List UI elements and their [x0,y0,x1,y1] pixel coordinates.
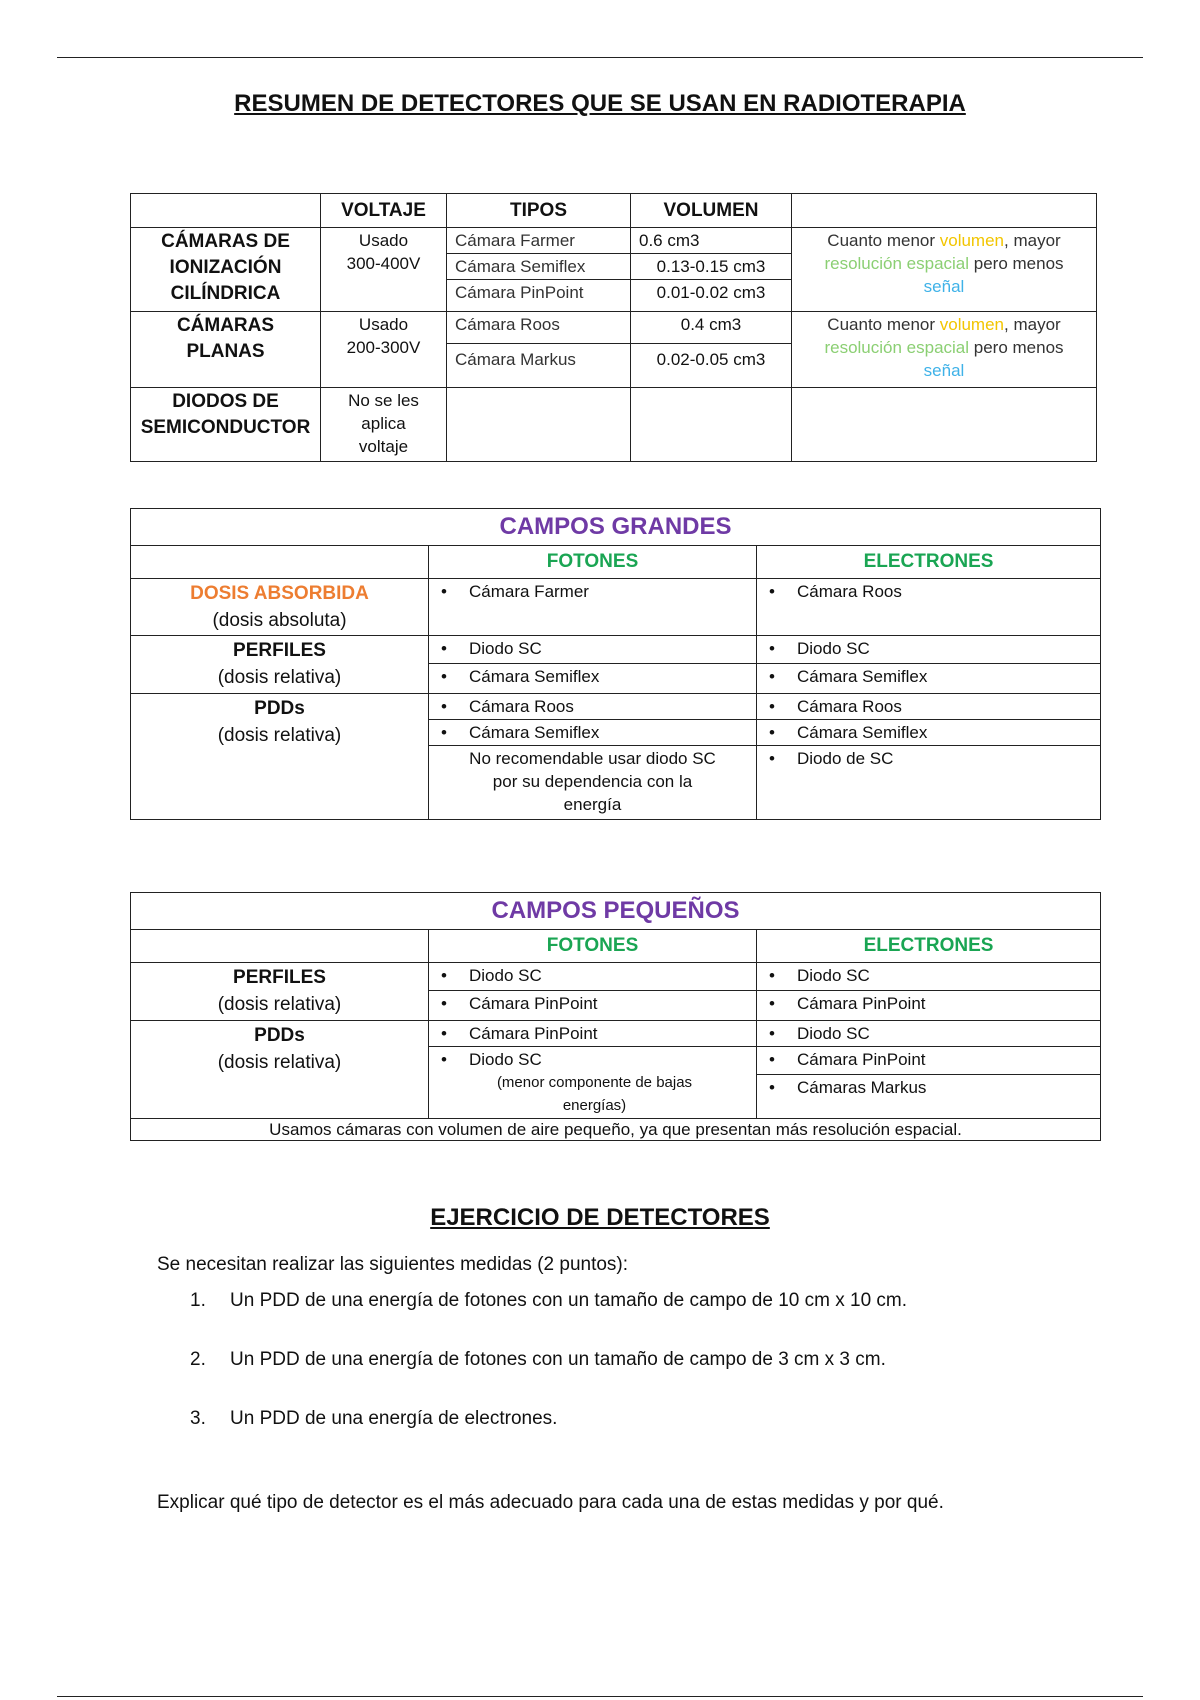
volume-roos: 0.4 cm3 [631,312,792,344]
campos-grandes-title: CAMPOS GRANDES [131,509,1101,546]
list-item: • Cámara PinPoint [757,991,1101,1021]
volume-markus: 0.02-0.05 cm3 [631,344,792,388]
empty-header-cell [792,194,1097,228]
list-item: • Cámaras Markus [757,1074,1101,1118]
pdd-fotones-note: No recomendable usar diodo SC por su dependencia con la energía [429,746,757,820]
bottom-rule [57,1696,1143,1697]
list-item: • Cámara PinPoint [757,1047,1101,1075]
type-roos: Cámara Roos [447,312,631,344]
voltage-planas: Usado 200-300V [321,312,447,388]
row-label-camaras-cilindricas: CÁMARAS DE IONIZACIÓN CILÍNDRICA [131,228,321,312]
campos-pequenos-title: CAMPOS PEQUEÑOS [131,893,1101,930]
note-planas: Cuanto menor volumen, mayor resolución espacial pero menos señal [792,312,1097,388]
empty-header-cell [131,546,429,579]
type-markus: Cámara Markus [447,344,631,388]
campos-pequenos-footer: Usamos cámaras con volumen de aire pequeño, ya que presentan más resolución espacial. [131,1119,1101,1141]
volume-pinpoint: 0.01-0.02 cm3 [631,280,792,312]
voltage-cilindrica: Usado 300-400V [321,228,447,312]
list-item: • Cámara Roos [429,694,757,720]
list-item: • Cámara Semiflex [757,720,1101,746]
top-rule [57,57,1143,58]
list-item: 3. Un PDD de una energía de electrones. [190,1408,558,1429]
list-item: • Diodo SC [429,963,757,991]
pdd-fotones-note: (menor componente de bajas energías) [496,1074,693,1114]
detectors-summary-table [130,193,1097,462]
header-tipos: TIPOS [447,194,631,228]
list-item: 2. Un PDD de una energía de fotones con un tamaño de campo de 3 cm x 3 cm. [190,1349,886,1370]
list-item: • Cámara Roos [757,694,1101,720]
row-label-pdds: PDDs (dosis relativa) [131,1021,429,1119]
fotones-header: FOTONES [429,930,757,963]
row-label-perfiles: PERFILES (dosis relativa) [131,963,429,1021]
empty-header-cell [131,194,321,228]
exercise-outro: Explicar qué tipo de detector es el más adecuado para cada una de estas medidas y por qué. [157,1492,944,1513]
header-voltaje: VOLTAJE [321,194,447,228]
volume-semiflex: 0.13-0.15 cm3 [631,254,792,280]
page-title: RESUMEN DE DETECTORES QUE SE USAN EN RADIOTERAPIA [234,90,966,117]
list-item: • Cámara PinPoint [429,1021,757,1047]
list-item: • Cámara Roos [757,579,1101,636]
list-item: • Cámara Semiflex [757,664,1101,694]
type-pinpoint: Cámara PinPoint [447,280,631,312]
list-item: • Diodo SC (menor componente de bajas energías) [429,1047,757,1119]
table-header-row [131,194,1097,228]
row-label-pdds: PDDs (dosis relativa) [131,694,429,820]
list-item: • Diodo SC [757,1021,1101,1047]
empty-cell [631,388,792,462]
voltage-diodos: No se les aplica voltaje [321,388,447,462]
exercise-title: EJERCICIO DE DETECTORES [430,1204,770,1231]
list-item: • Diodo de SC [757,746,1101,820]
list-item: • Cámara Farmer [429,579,757,636]
type-farmer: Cámara Farmer [447,228,631,254]
list-item: • Cámara Semiflex [429,664,757,694]
campos-grandes-table [130,508,1101,820]
header-volumen: VOLUMEN [631,194,792,228]
row-label-diodos: DIODOS DE SEMICONDUCTOR [131,388,321,462]
row-label-perfiles: PERFILES (dosis relativa) [131,636,429,694]
row-label-camaras-planas: CÁMARAS PLANAS [131,312,321,388]
empty-header-cell [131,930,429,963]
list-item: • Diodo SC [757,636,1101,664]
empty-cell [792,388,1097,462]
fotones-header: FOTONES [429,546,757,579]
row-label-dosis-absorbida: DOSIS ABSORBIDA (dosis absoluta) [131,579,429,636]
list-item: • Cámara Semiflex [429,720,757,746]
note-cilindrica: Cuanto menor volumen, mayor resolución espacial pero menos señal [792,228,1097,312]
list-item: 1. Un PDD de una energía de fotones con un tamaño de campo de 10 cm x 10 cm. [190,1290,908,1311]
empty-cell [447,388,631,462]
campos-pequenos-table [130,892,1101,1141]
exercise-intro: Se necesitan realizar las siguientes medidas (2 puntos): [157,1254,629,1275]
type-semiflex: Cámara Semiflex [447,254,631,280]
list-item: • Cámara PinPoint [429,991,757,1021]
list-item: • Diodo SC [757,963,1101,991]
electrones-header: ELECTRONES [757,546,1101,579]
electrones-header: ELECTRONES [757,930,1101,963]
volume-farmer: 0.6 cm3 [631,228,792,254]
list-item: • Diodo SC [429,636,757,664]
exercise-list [190,1290,907,1467]
